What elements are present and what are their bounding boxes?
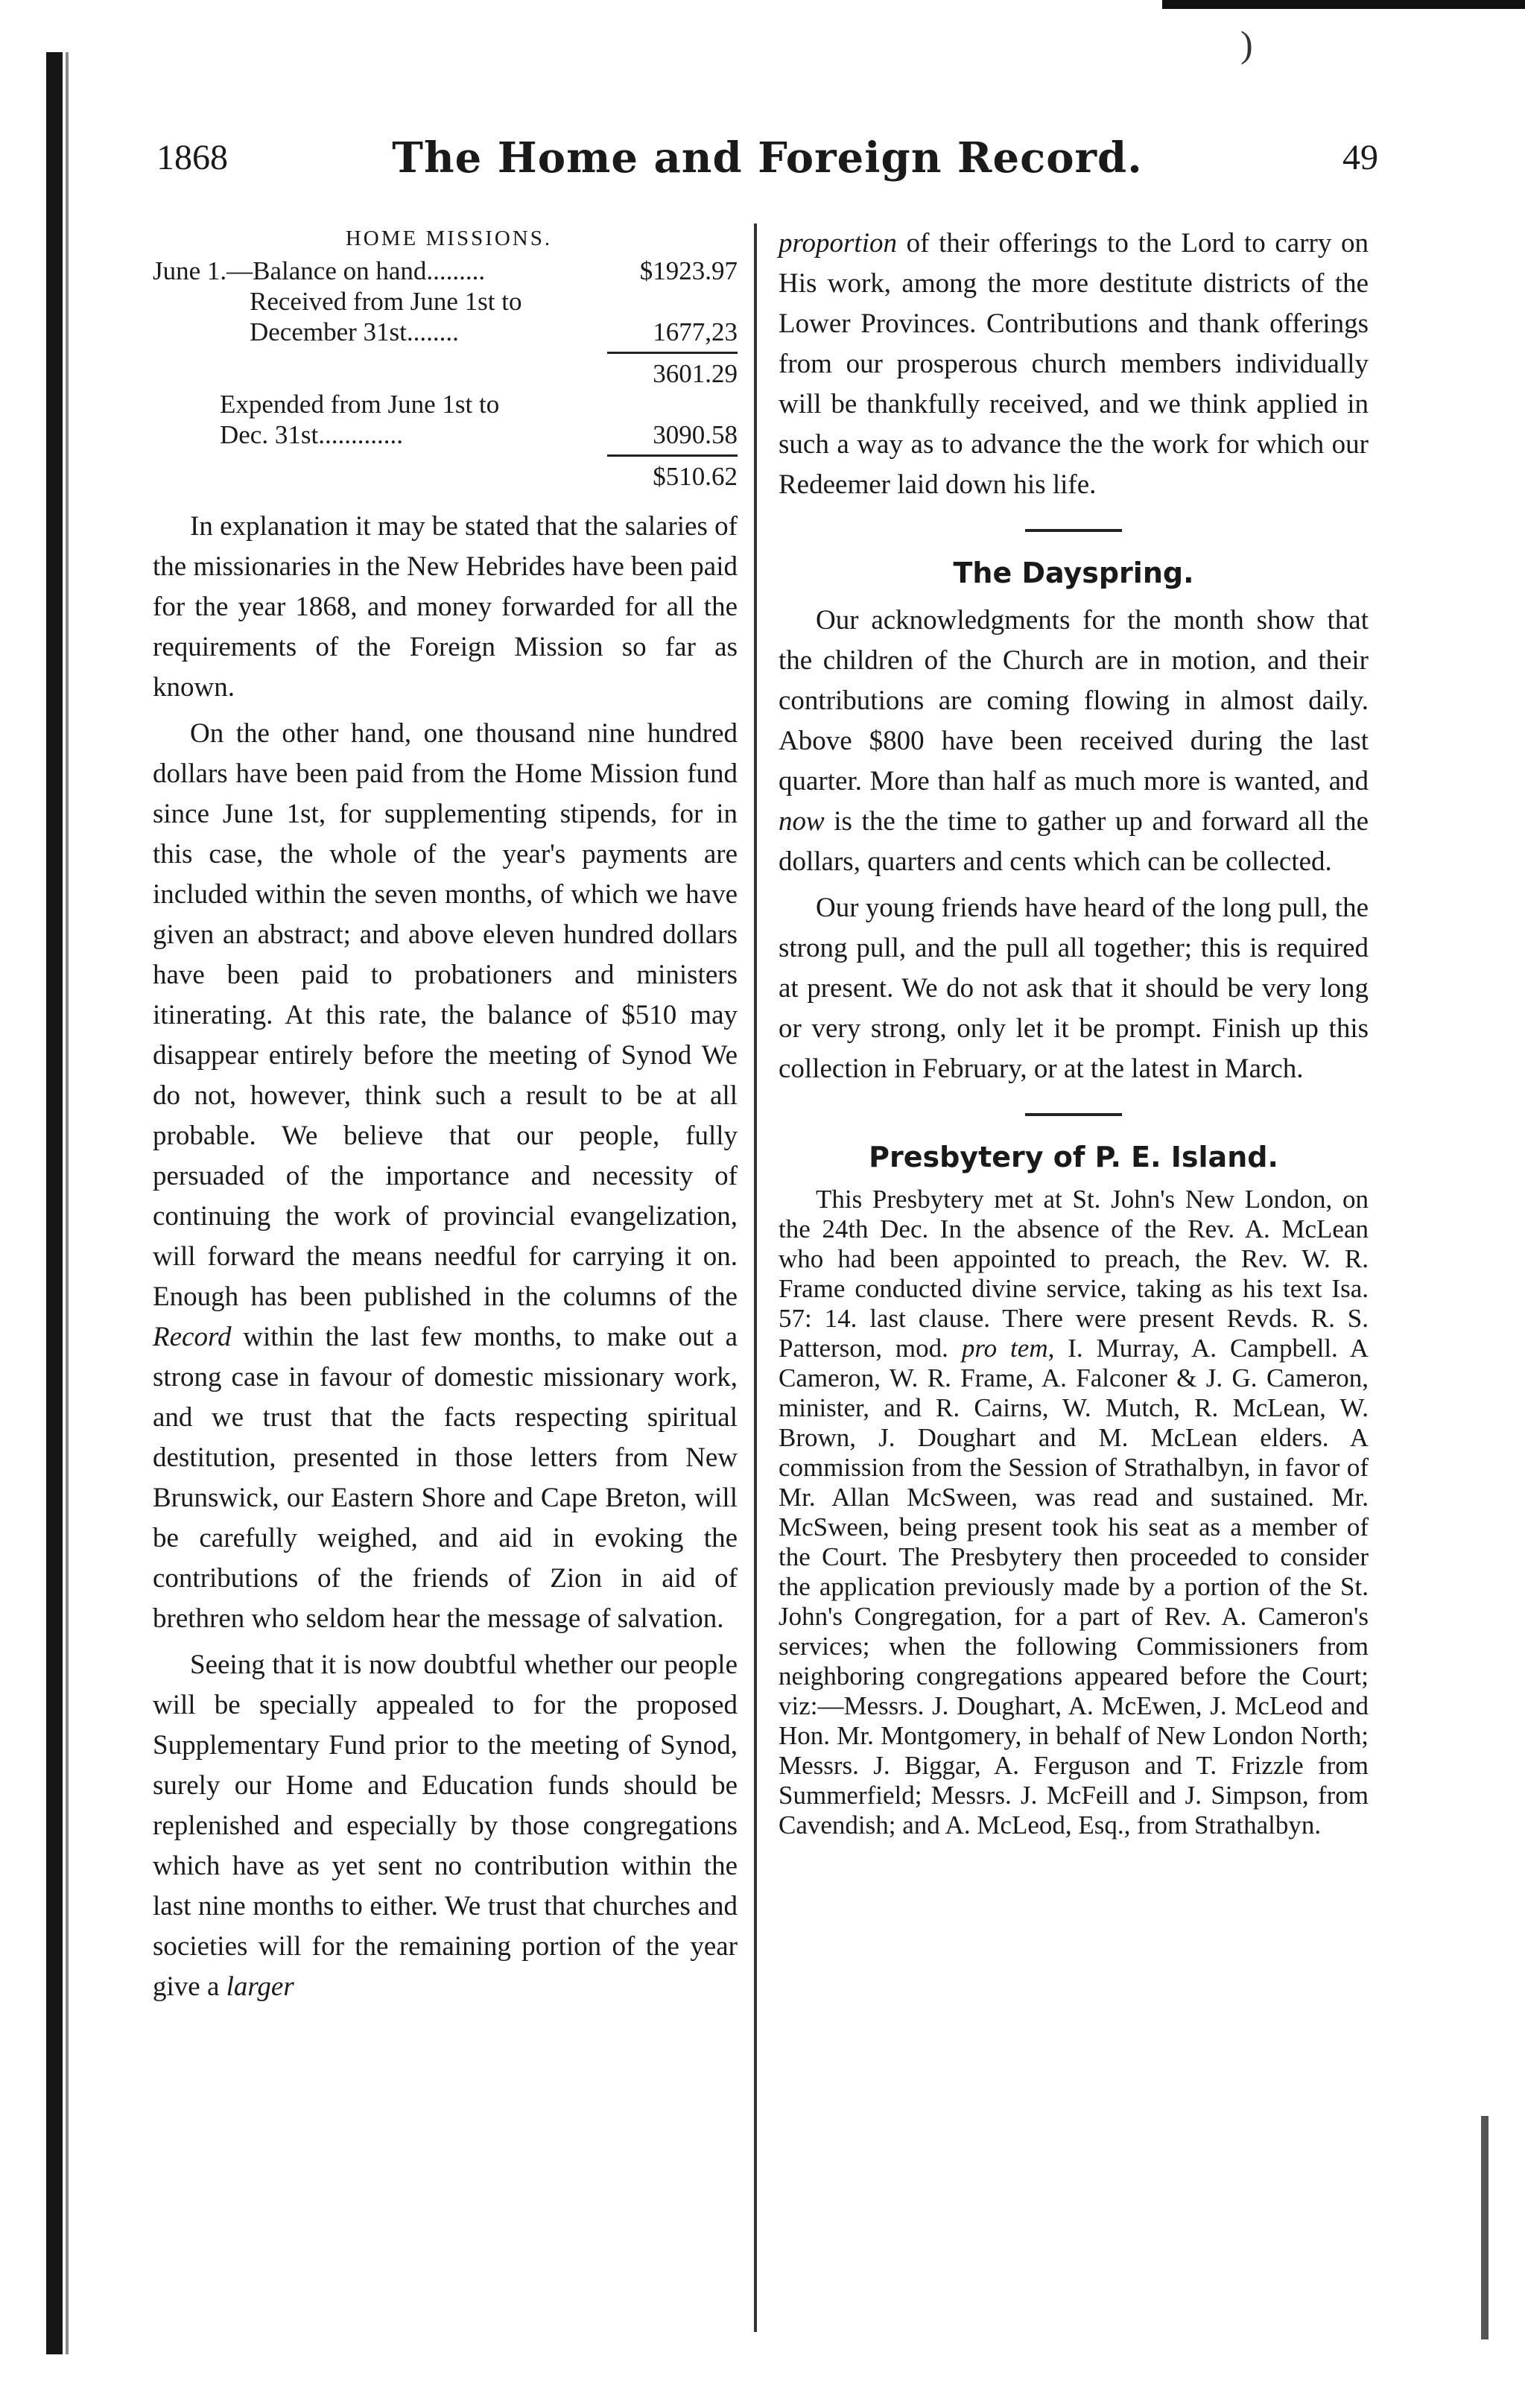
- account-amount: 3601.29: [653, 359, 738, 388]
- paragraph: On the other hand, one thousand nine hundred dollars have been paid from the Home Mission fund since June 1st, for supplementing stipends, for in this case, the whole of the year's payments are included within the seven months, of which we have given an abstract; and above eleven hundred dollars have been paid to probationers and ministers itinerating. At this rate, the balance of $510 may disappear entirely before the meeting of Synod We do not, however, think such a result to be at all probable. We believe that our people, fully persuaded of the importance and necessity of continuing the work of provincial evangelization, will forward the means needful for carrying it on. Enough has been published in the columns of the Record within the last few months, to make out a strong case in favour of domestic missionary work, and we trust that the facts respecting spiritual destitution, presented in those letters from New Brunswick, our Eastern Shore and Cape Breton, will be carefully weighed, and aid in evoking the contributions of the friends of Zion in aid of brethren who seldom hear the message of salvation.: [153, 718, 738, 1634]
- account-row: [153, 256, 738, 286]
- paragraph: Our young friends have heard of the long pull, the strong pull, and the pull all together; this is required at present. We do not ask that it should be very long or very strong, only let it be prompt. Finish up this collection in February, or at the latest in March.: [779, 893, 1369, 1084]
- paragraph: Seeing that it is now doubtful whether our people will be specially appealed to for the proposed Supplementary Fund prior to the meeting of Synod, surely our Home and Education funds should be replenished and especially by those congregations which have as yet sent no contribution within the last nine months to either. We trust that churches and societies will for the remaining portion of the year give a larger: [153, 1650, 738, 2002]
- account-row: [153, 317, 738, 347]
- column-divider: [754, 224, 757, 2332]
- account-amount: $1923.97: [639, 256, 738, 285]
- sum-rule: [607, 454, 738, 457]
- account-amount: $510.62: [653, 462, 738, 491]
- account-label: December 31st........: [250, 317, 459, 346]
- paragraph: This Presbytery met at St. John's New London, on the 24th Dec. In the absence of the Rev. A. McLean who had been appointed to preach, the Rev. W. R. Frame conducted divine service, taking as his text Isa. 57: 14. last clause. There were present Revds. R. S. Patterson, mod. pro tem, I. Murray, A. Campbell. A Cameron, W. R. Frame, A. Falconer & J. G. Cameron, minister, and R. Cairns, W. Mutch, R. McLean, W. Brown, J. Doughart and M. McLean elders. A commission from the Session of Strathalbyn, in favor of Mr. Allan McSween, was read and sustained. Mr. McSween, being present took his seat as a member of the Court. The Presbytery then proceeded to consider the application previously made by a portion of the St. John's Congregation, for a part of Rev. A. Cameron's services; when the following Commissioners from neighboring congregations appeared before the Court; viz:—Messrs. J. Doughart, A. McEwen, J. McLeod and Hon. Mr. Montgomery, in behalf of New London North; Messrs. J. Biggar, A. Ferguson and T. Frizzle from Summerfield; Messrs. J. McFeill and J. Simpson, from Cavendish; and A. McLeod, Esq., from Strathalbyn.: [779, 1185, 1369, 1840]
- home-missions-accounts: [153, 224, 738, 492]
- section-rule: [1025, 1113, 1122, 1116]
- account-amount: 3090.58: [653, 420, 738, 449]
- account-row: [153, 286, 738, 317]
- italic-text: Record: [153, 1322, 232, 1352]
- paragraph: Our acknowledgments for the month show that the children of the Church are in motion, and their contributions are coming flowing in almost daily. Above $800 have been received during the last quarter. More than half as much more is wanted, and now is the the time to gather up and forward all the dollars, quarters and cents which can be collected.: [779, 605, 1369, 877]
- italic-text: larger: [226, 1971, 294, 2002]
- section-heading: Presbytery of P. E. Island.: [869, 1141, 1278, 1173]
- paragraph: proportion of their offerings to the Lord to carry on His work, among the more destitute districts of the Lower Provinces. Contributions and thank offerings from our prosperous church members individually will be thankfully received, and we think applied in such a way as to advance the the work for which our Redeemer laid down his life.: [779, 228, 1369, 500]
- page-number: 49: [1342, 138, 1378, 177]
- account-label: Expended from June 1st to: [220, 390, 500, 419]
- page-header: [156, 133, 1378, 188]
- sum-rule: [607, 352, 738, 354]
- italic-text: pro tem,: [961, 1334, 1055, 1363]
- journal-title: The Home and Foreign Record.: [392, 133, 1143, 183]
- header-year: 1868: [156, 138, 228, 177]
- account-row: [153, 461, 738, 492]
- right-column: [779, 224, 1369, 1840]
- section-rule: [1025, 529, 1122, 532]
- binding-edge: [46, 52, 63, 2354]
- corner-pen-mark: ): [1240, 23, 1253, 65]
- account-label: Dec. 31st.............: [220, 420, 403, 449]
- account-label: June 1.—Balance on hand.........: [153, 256, 486, 285]
- account-row: [153, 358, 738, 389]
- italic-text: now: [779, 806, 825, 837]
- account-row: [153, 419, 738, 450]
- accounts-heading: HOME MISSIONS.: [345, 226, 553, 250]
- account-label: Received from June 1st to: [250, 287, 522, 316]
- left-column: [153, 224, 738, 2007]
- section-heading: The Dayspring.: [953, 557, 1194, 589]
- paragraph: In explanation it may be stated that the salaries of the missionaries in the New Hebrides have been paid for the year 1868, and money forwarded for all the requirements of the Foreign Mission so far as known.: [153, 511, 738, 703]
- page-edge-shadow: [1481, 2116, 1488, 2339]
- account-amount: 1677,23: [653, 317, 738, 346]
- top-edge-rule: [1162, 0, 1525, 9]
- italic-text: proportion: [779, 228, 897, 259]
- account-row: [153, 389, 738, 419]
